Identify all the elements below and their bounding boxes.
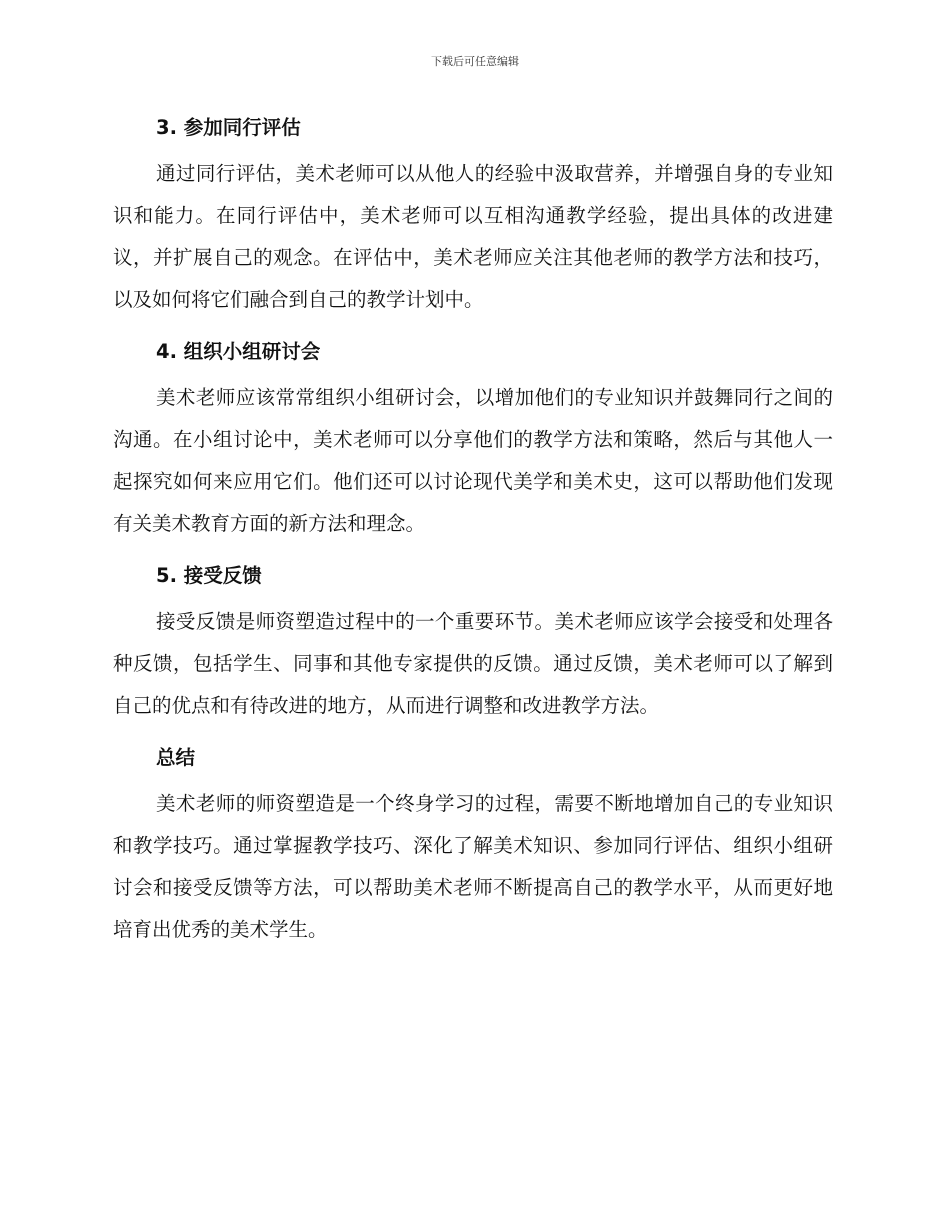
section-paragraph-summary: 美术老师的师资塑造是一个终身学习的过程，需要不断地增加自己的专业知识和教学技巧。通过掌握教学技巧、深化了解美术知识、参加同行评估、组织小组研讨会和接受反馈等方法，可以帮助美术老师不断提高自己的教学水平，从而更好地培育出优秀的美术学生。 <box>113 792 833 941</box>
section-heading-summary: 总结 <box>156 746 196 769</box>
section-heading-peer-review: 3. 参加同行评估 <box>156 116 301 139</box>
section-heading-seminar: 4. 组织小组研讨会 <box>156 340 321 363</box>
document-body <box>113 113 833 951</box>
section-paragraph-seminar: 美术老师应该常常组织小组研讨会，以增加他们的专业知识并鼓舞同行之间的沟通。在小组讨论中，美术老师可以分享他们的教学方法和策略，然后与其他人一起探究如何来应用它们。他们还可以讨论现代美学和美术史，这可以帮助他们发现有关美术教育方面的新方法和理念。 <box>113 386 833 535</box>
page-header: 下载后可任意编辑 <box>431 55 519 68</box>
section-paragraph-feedback: 接受反馈是师资塑造过程中的一个重要环节。美术老师应该学会接受和处理各种反馈，包括学生、同事和其他专家提供的反馈。通过反馈，美术老师可以了解到自己的优点和有待改进的地方，从而进行调整和改进教学方法。 <box>113 610 833 717</box>
section-paragraph-peer-review: 通过同行评估，美术老师可以从他人的经验中汲取营养，并增强自身的专业知识和能力。在同行评估中，美术老师可以互相沟通教学经验，提出具体的改进建议，并扩展自己的观念。在评估中，美术老师应关注其他老师的教学方法和技巧，以及如何将它们融合到自己的教学计划中。 <box>113 162 833 311</box>
section-heading-feedback: 5. 接受反馈 <box>156 564 262 587</box>
